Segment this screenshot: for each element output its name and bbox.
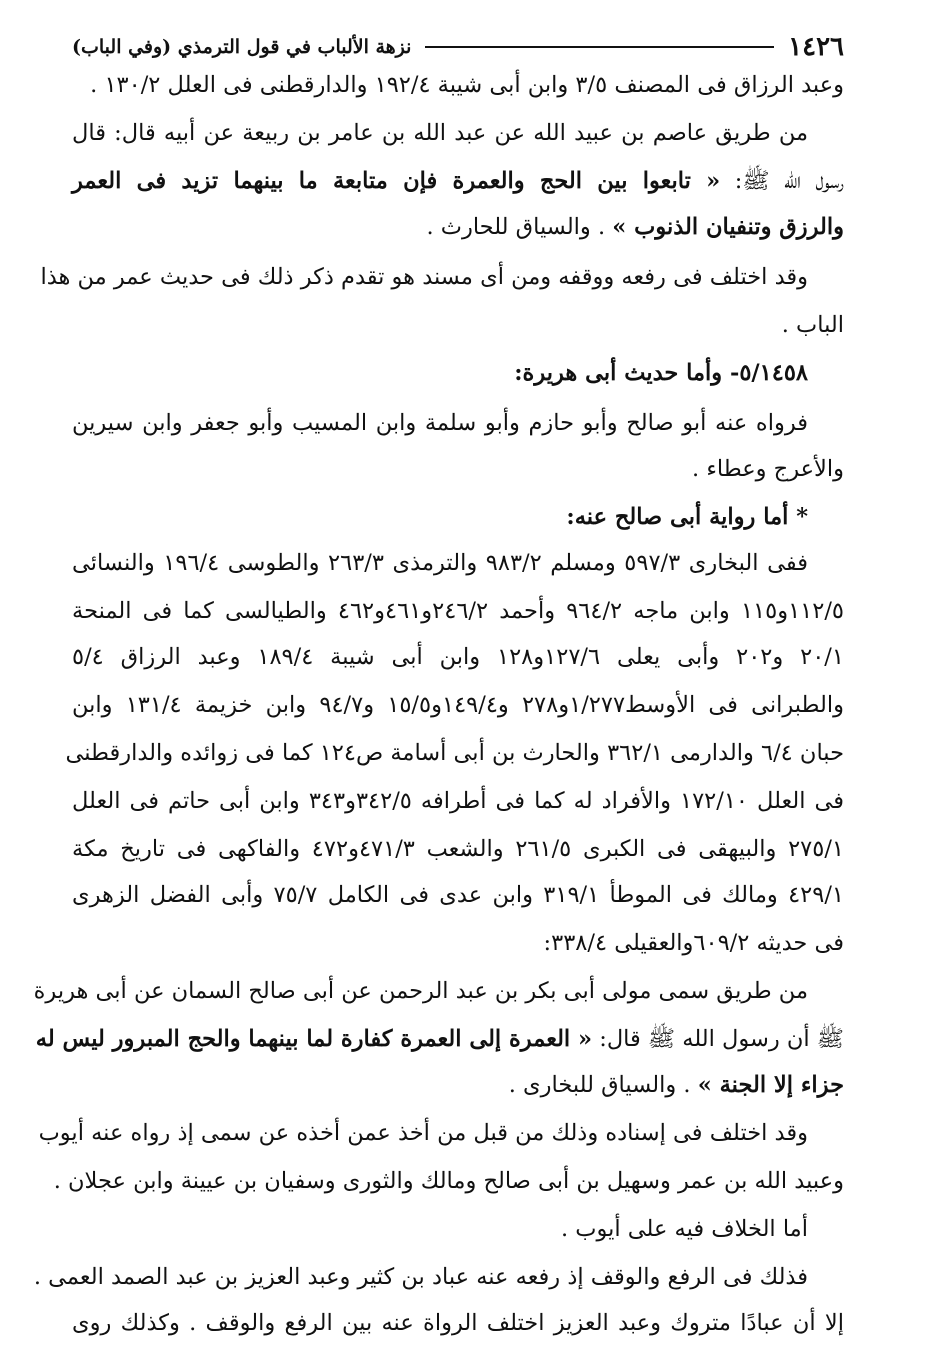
header-rule	[425, 46, 774, 48]
text-segment: ففى البخارى ٥٩٧/٣ ومسلم ٩٨٣/٢ والترمذى ٢٦٣/٣ والطوسى ١٩٦/٤ والنسائى	[72, 550, 809, 576]
text-line	[53, 1158, 844, 1204]
text-line	[72, 778, 844, 824]
text-line	[72, 920, 844, 966]
text-line	[72, 634, 844, 680]
text-segment: وقد اختلف فى إسناده وذلك من قبل من أخذ عمن أخذه عن سمى إذ رواه عنه أيوب	[38, 1120, 808, 1146]
text-segment: وعبيد الله بن عمر وسهيل بن أبى صالح ومالك والثورى وسفيان بن عيينة وابن عجلان .	[53, 1168, 844, 1194]
text-segment: ﷺ أن رسول الله ﷺ قال:	[592, 1026, 844, 1052]
text-segment: من طريق عاصم بن عبيد الله عن عبد الله بن عامر بن ربيعة عن أبيه قال: قال	[72, 120, 808, 146]
bold-text: * أما رواية أبى صالح عنه:	[566, 504, 808, 530]
text-line	[72, 302, 844, 348]
text-line	[72, 872, 844, 918]
text-line	[72, 350, 844, 396]
text-segment: فى العلل ١٧٢/١٠ والأفراد له كما فى أطرافه ٣٤٢/٥و٣٤٣ وابن أبى حاتم فى العلل	[72, 788, 845, 814]
text-line	[72, 62, 844, 108]
bold-text: « العمرة إلى العمرة كفارة لما بينهما والحج المبرور ليس له	[35, 1026, 593, 1052]
text-line	[72, 826, 844, 872]
text-segment: وعبد الرزاق فى المصنف ٣/٥ وابن أبى شيبة ١٩٢/٤ والدارقطنى فى العلل ١٣٠/٢ .	[90, 72, 844, 98]
text-line	[72, 494, 844, 540]
text-line	[72, 588, 844, 634]
text-segment: أما الخلاف فيه على أيوب .	[560, 1216, 808, 1242]
text-line	[72, 204, 844, 250]
bold-text: جزاء إلا الجنة »	[697, 1072, 844, 1098]
page-number: ١٤٢٦	[788, 32, 844, 62]
text-segment: من طريق سمى مولى أبى بكر بن عبد الرحمن عن أبى صالح السمان عن أبى هريرة	[33, 978, 808, 1004]
text-line	[72, 1300, 844, 1346]
running-title: نزهة الألباب في قول الترمذي (وفي الباب)	[72, 36, 412, 58]
text-line	[72, 446, 844, 492]
text-line	[33, 968, 844, 1014]
text-line	[72, 158, 844, 204]
text-segment: . والسياق للحارث .	[426, 214, 613, 240]
text-segment: الباب .	[781, 312, 844, 338]
text-line	[72, 110, 844, 156]
text-segment: ١١٢/٥و١١٥ وابن ماجه ٩٦٤/٢ وأحمد ٢٤٦/٢و٤٦١و٤٦٢ والطيالسى كما فى المنحة	[72, 598, 844, 624]
text-line	[72, 540, 844, 586]
text-line	[72, 400, 844, 446]
text-line	[72, 1206, 844, 1252]
text-line	[38, 1110, 844, 1156]
text-segment: والأعرج وعطاء .	[692, 456, 844, 482]
text-line	[33, 1254, 844, 1300]
bold-text: ٥/١٤٥٨- وأما حديث أبى هريرة:	[514, 360, 808, 386]
text-segment: فذلك فى الرفع والوقف إذ رفعه عنه عباد بن كثير وعبد العزيز بن عبد الصمد العمى .	[33, 1264, 808, 1290]
text-segment: والطبرانى فى الأوسط١/٢٧٧و٢٧٨ و١٤٩/٤و١٥/٥ و٩٤/٧ وابن خزيمة ١٣١/٤ وابن	[72, 692, 844, 718]
text-segment: ٤٢٩/١ ومالك فى الموطأ ٣١٩/١ وابن عدى فى الكامل ٧٥/٧ وأبى الفضل الزهرى	[72, 882, 844, 908]
text-segment: ٢٠/١ و٢٠٢ وأبى يعلى ١٢٧/٦و١٢٨ وابن أبى شيبة ١٨٩/٤ وعبد الرزاق ٥/٤	[72, 644, 844, 670]
text-line	[72, 682, 844, 728]
text-segment: فرواه عنه أبو صالح وأبو حازم وأبو سلمة وابن المسيب وأبو جعفر وابن سيرين	[72, 410, 808, 436]
text-segment: وقد اختلف فى رفعه ووقفه ومن أى مسند هو تقدم ذكر ذلك فى حديث عمر من هذا	[40, 264, 808, 290]
text-line	[72, 1062, 844, 1108]
text-line	[65, 730, 844, 776]
text-segment: حبان ٦/٤ والدارمى ٣٦٢/١ والحارث بن أبى أسامة ص١٢٤ كما فى زوائده والدارقطنى	[65, 740, 844, 766]
book-page	[33, 26, 845, 1336]
text-line	[40, 254, 844, 300]
text-segment: ٢٧٥/١ والبيهقى فى الكبرى ٢٦١/٥ والشعب ٤٧١/٣و٤٧٢ والفاكهى فى تاريخ مكة	[72, 836, 844, 862]
text-segment: رسول الله ﷺ:	[720, 168, 844, 194]
text-segment: إلا أن عبادًا متروك وعبد العزيز اختلف الرواة عنه بين الرفع والوقف . وكذلك روى	[72, 1310, 844, 1336]
text-line	[35, 1016, 844, 1062]
bold-text: « تابعوا بين الحج والعمرة فإن متابعة ما بينهما تزيد فى العمر	[72, 168, 721, 194]
text-segment: . والسياق للبخارى .	[508, 1072, 698, 1098]
text-segment: فى حديثه ٦٠٩/٢والعقيلى ٣٣٨/٤:	[543, 930, 844, 956]
bold-text: والرزق وتنفيان الذنوب »	[612, 214, 844, 240]
